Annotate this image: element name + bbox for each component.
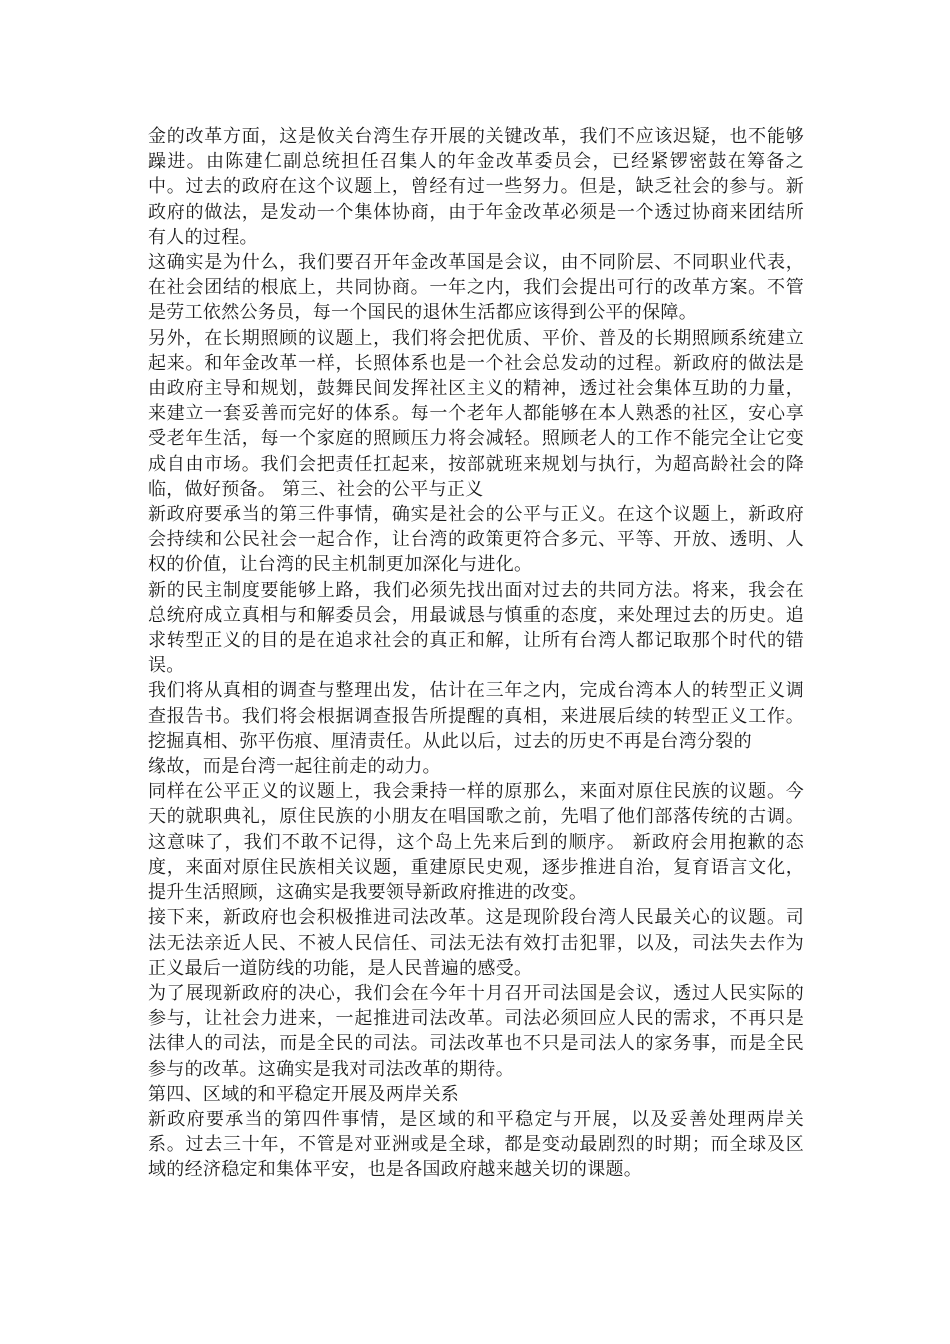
paragraph-judicial-reform: 接下来，新政府也会积极推进司法改革。这是现阶段台湾人民最关心的议题。司法无法亲近人民、不被人民信任、司法无法有效打击犯罪，以及，司法失去作为正义最后一道防线的功能，是人民普遍的感受。: [148, 907, 804, 979]
paragraph-pension-reform: 金的改革方面，这是攸关台湾生存开展的关键改革，我们不应该迟疑，也不能够躁进。由陈建仁副总统担任召集人的年金改革委员会，已经紧锣密鼓在筹备之中。过去的政府在这个议题上，曾经有过一些努力。但是，缺乏社会的参与。新政府的做法，是发动一个集体协商，由于年金改革必须是一个透过协商来团结所有人的过程。: [148, 126, 804, 248]
paragraph-long-term-care: 另外，在长期照顾的议题上，我们将会把优质、平价、普及的长期照顾系统建立起来。和年金改革一样，长照体系也是一个社会总发动的过程。新政府的做法是由政府主导和规划，鼓舞民间发挥社区主义的精神，透过社会集体互助的力量，来建立一套妥善而完好的体系。每一个老年人都能够在本人熟悉的社区，安心享受老年生活，每一个家庭的照顾压力将会减轻。照顾老人的工作不能完全让它变成自由市场。我们会把责任扛起来，按部就班来规划与执行，为超高龄社会的降临，做好预备。 第三、社会的公平与正义: [148, 327, 804, 500]
paragraph-social-justice: 新政府要承当的第三件事情，确实是社会的公平与正义。在这个议题上，新政府会持续和公民社会一起合作，让台湾的政策更符合多元、平等、开放、透明、人权的价值，让台湾的民主机制更加深化与进化。: [148, 504, 804, 576]
section-heading-cross-strait: 第四、区域的和平稳定开展及两岸关系: [148, 1083, 460, 1105]
paragraph-truth-commission: 新的民主制度要能够上路，我们必须先找出面对过去的共同方法。将来，我会在总统府成立真相与和解委员会，用最诚恳与慎重的态度，来处理过去的历史。追求转型正义的目的是在追求社会的真正和解，让所有台湾人都记取那个时代的错误。: [148, 579, 804, 677]
paragraph-transitional-justice: 我们将从真相的调查与整理出发，估计在三年之内，完成台湾本人的转型正义调查报告书。我们将会根据调查报告所提醒的真相，来进展后续的转型正义工作。挖掘真相、弥平伤痕、厘清责任。从此以后，过去的历史不再是台湾分裂的: [148, 680, 804, 752]
paragraph-transitional-justice-continued: 缘故，而是台湾一起往前走的动力。: [148, 756, 441, 778]
paragraph-judicial-conference: 为了展现新政府的决心，我们会在今年十月召开司法国是会议，透过人民实际的参与，让社会力进来，一起推进司法改革。司法必须回应人民的需求，不再只是法律人的司法，而是全民的司法。司法改革也不只是司法人的家务事，而是全民参与的改革。这确实是我对司法改革的期待。: [148, 982, 804, 1080]
paragraph-pension-conference: 这确实是为什么，我们要召开年金改革国是会议，由不同阶层、不同职业代表，在社会团结的根底上，共同协商。一年之内，我们会提出可行的改革方案。不管是劳工依然公务员，每一个国民的退休生活都应该得到公平的保障。: [148, 252, 804, 324]
paragraph-regional-stability: 新政府要承当的第四件事情，是区域的和平稳定与开展，以及妥善处理两岸关系。过去三十年，不管是对亚洲或是全球，都是变动最剧烈的时期；而全球及区域的经济稳定和集体平安，也是各国政府越来越关切的课题。: [148, 1108, 804, 1181]
paragraph-indigenous-peoples: 同样在公平正义的议题上，我会秉持一样的原那么，来面对原住民族的议题。今天的就职典礼，原住民族的小朋友在唱国歌之前，先唱了他们部落传统的古调。这意味了，我们不敢不记得，这个岛上先来后到的顺序。 新政府会用抱歉的态度，来面对原住民族相关议题，重建原民史观，逐步推进自治，复育语言文化，提升生活照顾，这确实是我要领导新政府推进的改变。: [148, 781, 804, 904]
document-body: [148, 124, 804, 1183]
